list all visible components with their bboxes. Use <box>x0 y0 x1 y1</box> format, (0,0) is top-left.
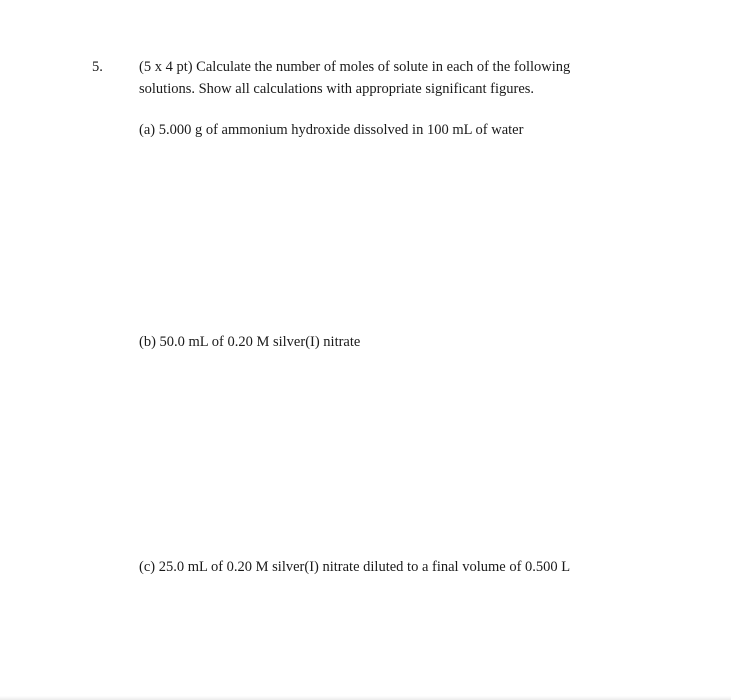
part-c-text: (c) 25.0 mL of 0.20 M silver(I) nitrate diluted to a final volume of 0.500 L <box>139 559 571 575</box>
question-prompt <box>139 56 609 100</box>
question-prompt-line-1: (5 x 4 pt) Calculate the number of moles of solute in each of the following <box>139 59 571 75</box>
part-b-text: (b) 50.0 mL of 0.20 M silver(I) nitrate <box>139 334 361 350</box>
question-prompt-line-2: solutions. Show all calculations with appropriate significant figures. <box>139 81 535 97</box>
page-bottom-edge <box>0 696 731 700</box>
part-a-text: (a) 5.000 g of ammonium hydroxide dissolved in 100 mL of water <box>139 122 524 138</box>
question-number: 5. <box>92 59 103 75</box>
